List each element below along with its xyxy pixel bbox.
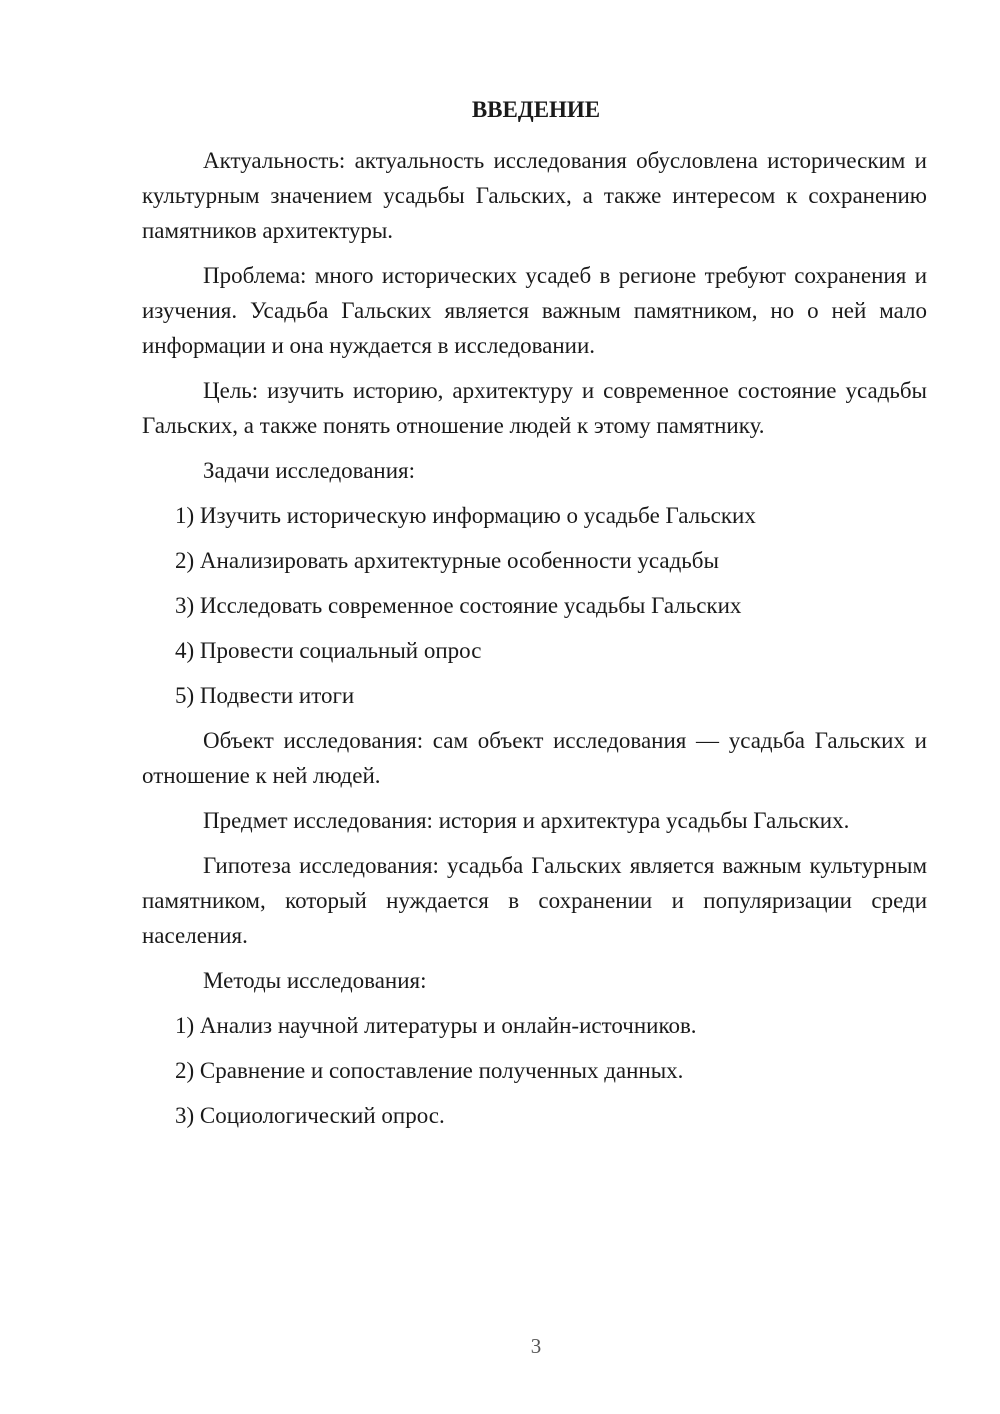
goal-paragraph: Цель: изучить историю, архитектуру и современное состояние усадьбы Гальских, а также понять отношение людей к этому памятнику. (142, 378, 927, 438)
list-item: 4) Провести социальный опрос (175, 638, 482, 663)
document-body (142, 143, 927, 1143)
list-item: 1) Анализ научной литературы и онлайн-источников. (175, 1013, 697, 1038)
list-item: 3) Исследовать современное состояние усадьбы Гальских (175, 593, 742, 618)
hypothesis-paragraph: Гипотеза исследования: усадьба Гальских является важным культурным памятником, который нуждается в сохранении и популяризации среди населения. (142, 853, 927, 948)
list-item: 2) Анализировать архитектурные особенности усадьбы (175, 548, 719, 573)
methods-list (142, 1008, 927, 1133)
tasks-heading: Задачи исследования: (203, 458, 416, 483)
list-item: 2) Сравнение и сопоставление полученных данных. (175, 1058, 684, 1083)
methods-heading: Методы исследования: (203, 968, 427, 993)
object-paragraph: Объект исследования: сам объект исследования — усадьба Гальских и отношение к ней людей. (142, 728, 927, 788)
subject-paragraph: Предмет исследования: история и архитектура усадьбы Гальских. (203, 808, 850, 833)
list-item: 3) Социологический опрос. (175, 1103, 445, 1128)
page-number: 3 (530, 1334, 542, 1358)
list-item: 5) Подвести итоги (175, 683, 355, 708)
relevance-paragraph: Актуальность: актуальность исследования обусловлена историческим и культурным значением усадьбы Гальских, а также интересом к сохранению памятников архитектуры. (142, 148, 927, 243)
problem-paragraph: Проблема: много исторических усадеб в регионе требуют сохранения и изучения. Усадьба Гальских является важным памятником, но о ней мало информации и она нуждается в исследовании. (142, 263, 927, 358)
tasks-list (142, 498, 927, 713)
list-item: 1) Изучить историческую информацию о усадьбе Гальских (175, 503, 756, 528)
page-title: ВВЕДЕНИЕ (471, 97, 601, 122)
